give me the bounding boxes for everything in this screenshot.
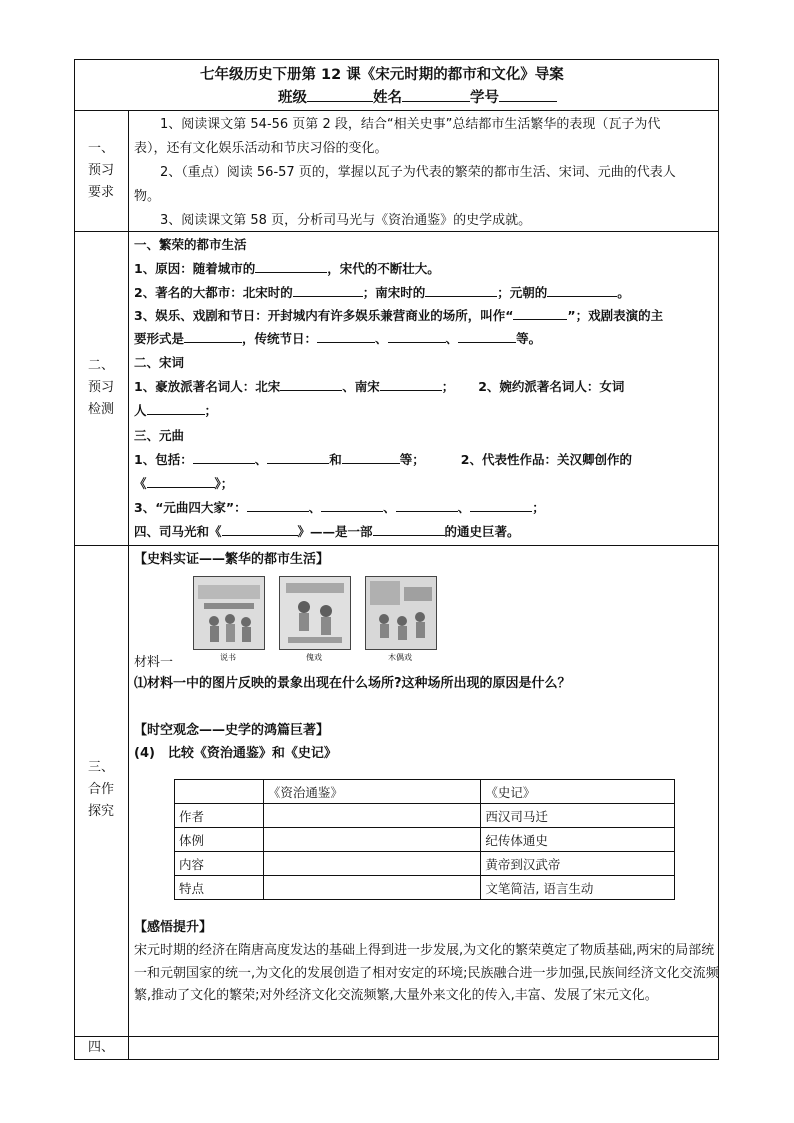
check-heading-ci: 二、宋词 [134, 355, 185, 370]
check-q7: 四、司马光和《 》——是一部 的通史巨著。 [134, 521, 520, 543]
q1-blank[interactable] [255, 258, 327, 273]
table-row [175, 828, 675, 852]
check-q4: 1、豪放派著名词人：北宋 、南宋 ； 2、婉约派著名词人：女词 [134, 376, 624, 398]
q4-blank-3[interactable] [147, 400, 205, 415]
name-blank[interactable] [402, 87, 470, 102]
preview-line-1: 1、阅读课文第 54-56 页第 2 段，结合“相关史事”总结都市生活繁华的表现（瓦子为代 [160, 117, 661, 132]
heading-reflection: 【感悟提升】 [134, 920, 213, 935]
q6-blank-1[interactable] [247, 497, 309, 512]
q2-blank-2[interactable] [425, 282, 497, 297]
table-row [175, 876, 675, 900]
rule-section3-bottom [74, 1036, 719, 1037]
table-header-cell: 《资治通鉴》 [263, 780, 481, 804]
answer-cell[interactable] [263, 876, 481, 900]
check-q6: 3、“元曲四大家”： 、 、 、 ； [134, 497, 545, 519]
table-row [175, 804, 675, 828]
q4-blank-1[interactable] [280, 376, 342, 391]
picture-storytelling [193, 576, 265, 650]
q2-blank-3[interactable] [547, 282, 617, 297]
answer-cell[interactable] [263, 804, 481, 828]
check-q4-cont: 人 ； [134, 400, 217, 422]
q5-blank-2[interactable] [267, 449, 329, 464]
marionette-illustration [366, 577, 436, 649]
q5-blank-4[interactable] [147, 473, 215, 488]
table-header-row [175, 780, 675, 804]
q6-blank-4[interactable] [470, 497, 532, 512]
section1-label: 一、 预习 要求 [87, 141, 114, 200]
check-q2: 2、著名的大都市：北宋时的 ；南宋时的 ；元朝的 。 [134, 282, 630, 304]
rule-header-bottom [74, 110, 719, 111]
shiji-cell: 文笔简洁, 语言生动 [481, 876, 675, 900]
q2-blank-1[interactable] [293, 282, 363, 297]
check-q3-cont: 要形式是 ，传统节日： 、 、 等。 [134, 328, 541, 350]
row-label: 特点 [175, 876, 264, 900]
picture-puppet-show [279, 576, 351, 650]
q7-blank-2[interactable] [373, 521, 445, 536]
rule-section2-bottom [74, 545, 719, 546]
table-header-cell: 《史记》 [481, 780, 675, 804]
heading-time-space: 【时空观念——史学的鸿篇巨著】 [134, 723, 330, 738]
section3-label: 三、 合作 探究 [87, 760, 114, 819]
table-row [175, 852, 675, 876]
q6-blank-2[interactable] [321, 497, 383, 512]
id-blank[interactable] [499, 87, 557, 102]
summary-paragraph: 宋元时期的经济在隋唐高度发达的基础上得到进一步发展,为文化的繁荣奠定了物质基础,两宋的局部统一和元朝国家的统一,为文化的发展创造了相对安定的环境;民族融合进一步加强,民族间经济文化交流频繁,推动了文化的繁荣;对外经济文化交流频繁,大量外来文化的传入,丰富、发展了宋元文化。 [134, 943, 719, 1003]
caption-puppet-show: 傀戏 [306, 653, 322, 662]
table-header-cell [175, 780, 264, 804]
storytelling-illustration [194, 577, 264, 649]
shiji-cell: 纪传体通史 [481, 828, 675, 852]
check-heading-city: 一、繁荣的都市生活 [134, 237, 247, 252]
q5-blank-1[interactable] [193, 449, 255, 464]
q3-blank-4[interactable] [388, 328, 446, 343]
heading-historical-evidence: 【史料实证——繁华的都市生活】 [134, 552, 330, 567]
question-1: ⑴材料一中的图片反映的景象出现在什么场所?这种场所出现的原因是什么？ [134, 676, 571, 691]
check-q3: 3、娱乐、戏剧和节日：开封城内有许多娱乐兼营商业的场所，叫作“ ”；戏剧表演的主 [134, 305, 663, 327]
q3-blank-3[interactable] [317, 328, 375, 343]
shiji-cell: 西汉司马迁 [481, 804, 675, 828]
caption-marionette: 木偶戏 [388, 653, 412, 662]
preview-line-5: 3、阅读课文第 58 页，分析司马光与《资治通鉴》的史学成就。 [160, 213, 532, 228]
q4-blank-2[interactable] [380, 376, 442, 391]
comparison-table [174, 779, 675, 900]
q3-blank-5[interactable] [458, 328, 516, 343]
preview-line-3: 2、（重点）阅读 56-57 页的，掌握以瓦子为代表的繁荣的都市生活、宋词、元曲的代表人 [160, 165, 676, 180]
check-heading-qu: 三、元曲 [134, 428, 185, 443]
id-label: 学号 [470, 90, 499, 106]
q7-blank-1[interactable] [222, 521, 298, 536]
class-blank[interactable] [307, 87, 373, 102]
puppet-show-illustration [280, 577, 350, 649]
preview-line-4: 物。 [134, 189, 161, 204]
shiji-cell: 黄帝到汉武帝 [481, 852, 675, 876]
name-label: 姓名 [373, 90, 402, 106]
q3-blank-2[interactable] [184, 328, 242, 343]
class-label: 班级 [278, 90, 307, 106]
check-q5: 1、包括： 、 和 等； 2、代表性作品：关汉卿创作的 [134, 449, 632, 471]
q3-blank-1[interactable] [513, 305, 567, 320]
answer-cell[interactable] [263, 852, 481, 876]
caption-storytelling: 说书 [220, 653, 236, 662]
rule-label-column [128, 110, 129, 1060]
student-info-line [278, 86, 557, 107]
check-q1: 1、原因：随着城市的 ，宋代的不断壮大。 [134, 258, 440, 280]
row-label: 体例 [175, 828, 264, 852]
section2-label: 二、 预习 检测 [87, 358, 114, 417]
row-label: 内容 [175, 852, 264, 876]
q5-blank-3[interactable] [342, 449, 400, 464]
row-label: 作者 [175, 804, 264, 828]
page-title: 七年级历史下册第 12 课《宋元时期的都市和文化》导案 [200, 67, 564, 83]
q6-blank-3[interactable] [396, 497, 458, 512]
question-4: (4) 比较《资治通鉴》和《史记》 [134, 746, 337, 761]
check-q5-cont: 《 》； [134, 473, 233, 495]
material-label: 材料一 [134, 655, 174, 670]
section4-label: 四、 [87, 1040, 114, 1055]
picture-marionette [365, 576, 437, 650]
answer-cell[interactable] [263, 828, 481, 852]
preview-line-2: 表），还有文化娱乐活动和节庆习俗的变化。 [134, 141, 388, 156]
